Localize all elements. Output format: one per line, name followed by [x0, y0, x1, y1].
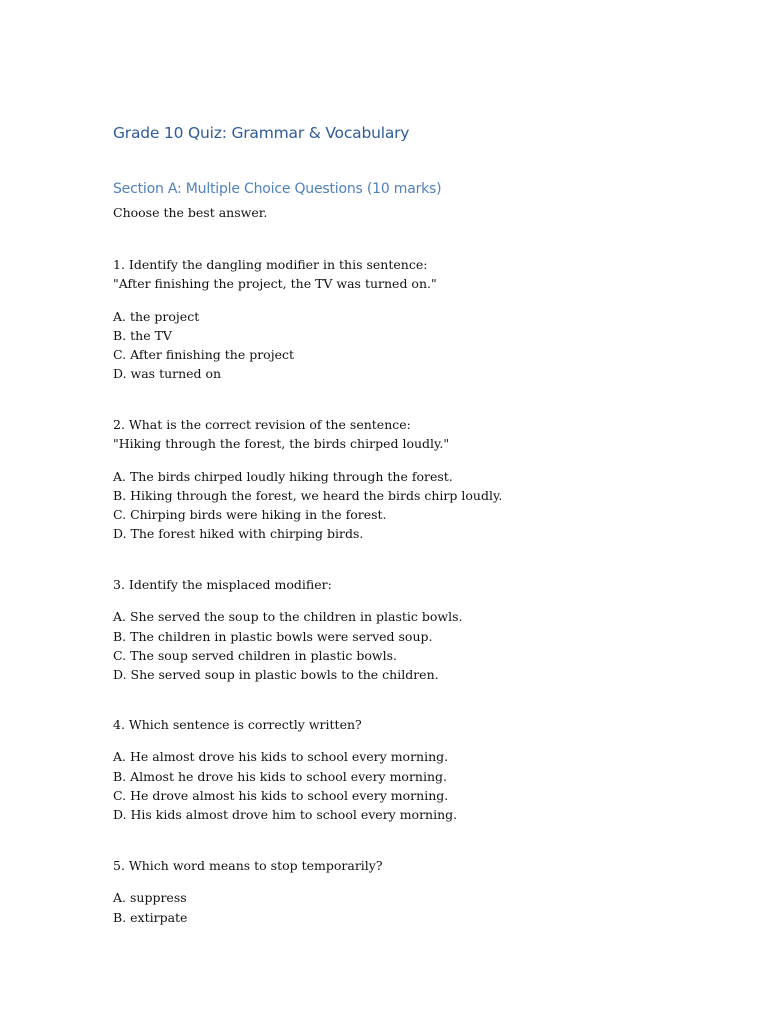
option-a: A. She served the soup to the children in plastic bowls. — [113, 609, 463, 625]
question-3 — [113, 575, 463, 684]
option-d: D. was turned on — [113, 366, 222, 382]
options-list — [113, 467, 502, 544]
question-2 — [113, 415, 502, 544]
option-b: B. Almost he drove his kids to school every morning. — [113, 768, 448, 784]
option-b: B. The children in plastic bowls were served soup. — [113, 628, 433, 644]
options-list — [113, 747, 457, 824]
options-list — [113, 307, 437, 384]
option-a: A. the project — [113, 308, 200, 324]
question-quote: "Hiking through the forest, the birds chirped loudly." — [113, 436, 450, 452]
instructions-text: Choose the best answer. — [113, 205, 268, 220]
quiz-title: Grade 10 Quiz: Grammar & Vocabulary — [113, 124, 410, 142]
options-list — [113, 888, 383, 927]
option-b: B. Hiking through the forest, we heard the birds chirp loudly. — [113, 487, 503, 503]
option-a: A. He almost drove his kids to school every morning. — [113, 749, 449, 765]
option-a: A. suppress — [113, 890, 187, 906]
option-c: C. Chirping birds were hiking in the forest. — [113, 507, 387, 523]
option-a: A. The birds chirped loudly hiking through the forest. — [113, 468, 453, 484]
option-b: B. the TV — [113, 327, 172, 343]
option-c: C. He drove almost his kids to school every morning. — [113, 787, 449, 803]
question-4 — [113, 715, 457, 824]
option-d: D. She served soup in plastic bowls to the children. — [113, 667, 439, 683]
options-list — [113, 607, 463, 684]
option-c: C. The soup served children in plastic bowls. — [113, 647, 397, 663]
question-prompt: 2. What is the correct revision of the sentence: — [113, 417, 411, 432]
option-d: D. The forest hiked with chirping birds. — [113, 526, 364, 542]
option-b: B. extirpate — [113, 909, 188, 925]
question-prompt: 4. Which sentence is correctly written? — [113, 717, 362, 732]
question-prompt: 5. Which word means to stop temporarily? — [113, 858, 383, 873]
option-d: D. His kids almost drove him to school every morning. — [113, 807, 458, 823]
question-1 — [113, 255, 437, 384]
question-quote: "After finishing the project, the TV was turned on." — [113, 276, 437, 292]
option-c: C. After finishing the project — [113, 347, 294, 363]
question-prompt: 3. Identify the misplaced modifier: — [113, 577, 332, 592]
question-5 — [113, 856, 383, 927]
question-prompt: 1. Identify the dangling modifier in this sentence: — [113, 257, 428, 272]
section-heading: Section A: Multiple Choice Questions (10 marks) — [113, 181, 442, 197]
